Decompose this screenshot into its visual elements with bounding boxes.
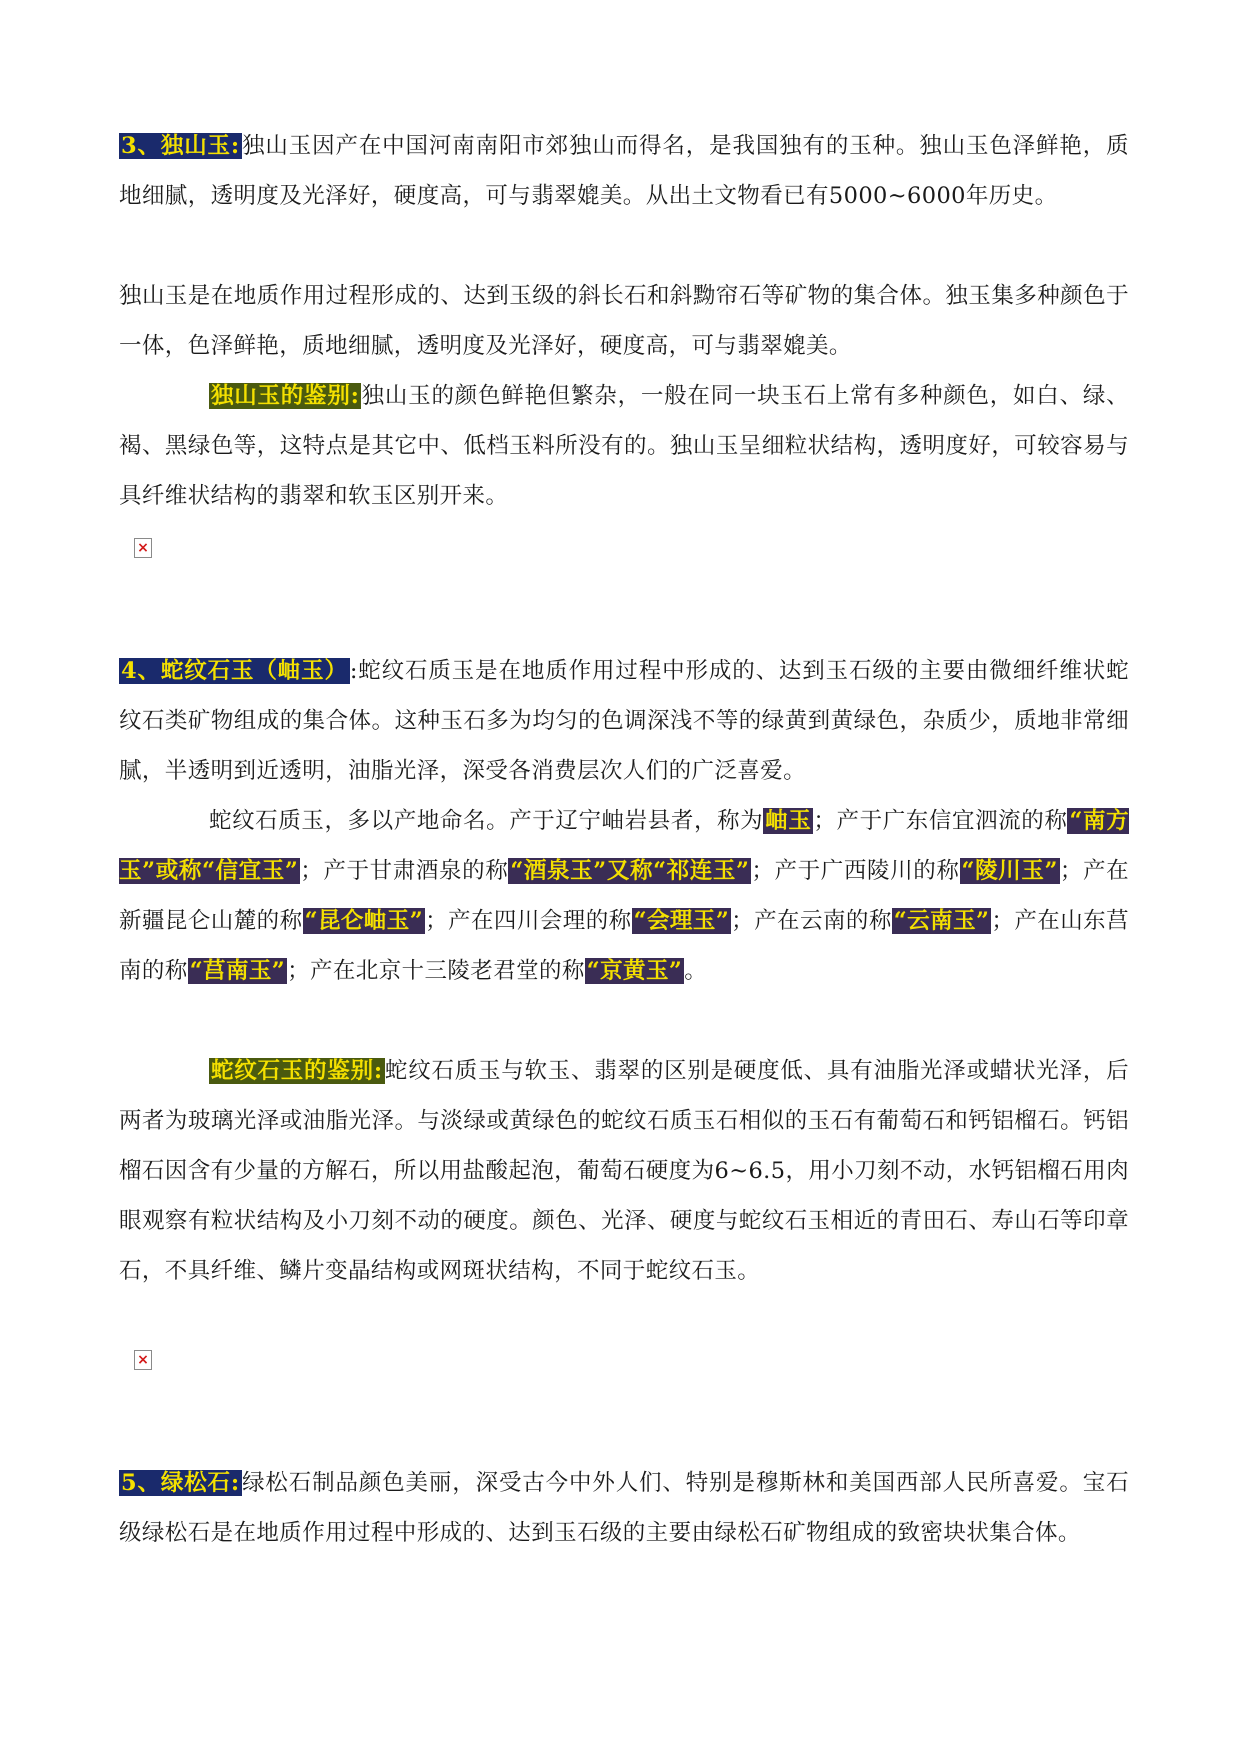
- jade-name-nanfang: “南方玉”或称“信宜玉”: [119, 808, 1129, 884]
- naming-text: ；产于广西陵川的称: [751, 858, 960, 884]
- section-3-heading: 3、独山玉:: [121, 133, 240, 159]
- broken-image-icon: ×: [134, 1350, 152, 1370]
- jade-name-kunlun: “昆仑岫玉”: [304, 908, 424, 934]
- section-3-intro-text: 独山玉因产在中国河南南阳市郊独山而得名，是我国独有的玉种。独山玉色泽鲜艳，质地细腻，透明度及光泽好，硬度高，可与翡翠媲美。从出土文物看已有5000~6000年历史。: [119, 133, 1129, 209]
- section-3-intro-paragraph: [119, 121, 1129, 221]
- jade-name-lingchuan: “陵川玉”: [961, 858, 1058, 884]
- jade-name-jinghuang: “京黄玉”: [586, 958, 683, 984]
- section-3-identify-label: 独山玉的鉴别:: [211, 383, 360, 409]
- section-4-intro-text: :蛇纹石质玉是在地质作用过程中形成的、达到玉石级的主要由微细纤维状蛇纹石类矿物组成的集合体。这种玉石多为均匀的色调深浅不等的绿黄到黄绿色，杂质少，质地非常细腻，半透明到近透明，油脂光泽，深受各消费层次人们的广泛喜爱。: [119, 658, 1129, 784]
- jade-name-yunnan: “云南玉”: [893, 908, 990, 934]
- naming-text: ；产在山东莒南的称: [119, 908, 1130, 984]
- section-3-identify-paragraph: [119, 371, 1129, 521]
- naming-text: ；产于甘肃酒泉的称: [300, 858, 509, 884]
- section-3-identify-text: 独山玉的颜色鲜艳但繁杂，一般在同一块玉石上常有多种颜色，如白、绿、褐、黑绿色等，这特点是其它中、低档玉料所没有的。独山玉呈细粒状结构，透明度好，可较容易与具纤维状结构的翡翠和软玉区别开来。: [119, 383, 1130, 509]
- naming-text: 。: [684, 958, 708, 984]
- broken-image-icon: ×: [134, 538, 152, 558]
- jade-name-jiuquan: “酒泉玉”又称“祁连玉”: [510, 858, 750, 884]
- section-5-intro-text: 绿松石制品颜色美丽，深受古今中外人们、特别是穆斯林和美国西部人民所喜爱。宝石级绿松石是在地质作用过程中形成的、达到玉石级的主要由绿松石矿物组成的致密块状集合体。: [119, 1470, 1129, 1546]
- section-5-intro-paragraph: [119, 1458, 1129, 1558]
- naming-text: ；产在云南的称: [731, 908, 892, 934]
- section-4-identify-label: 蛇纹石玉的鉴别:: [211, 1058, 383, 1084]
- section-4-naming-paragraph: [119, 796, 1129, 996]
- section-5-heading: 5、绿松石:: [121, 1470, 240, 1496]
- naming-text: ；产在四川会理的称: [425, 908, 632, 934]
- naming-text: ；产在新疆昆仑山麓的称: [119, 858, 1129, 934]
- jade-name-xiuyu: 岫玉: [765, 808, 812, 834]
- naming-text: 蛇纹石质玉，多以产地命名。产于辽宁岫岩县者，称为: [209, 808, 764, 834]
- section-4-intro-paragraph: [119, 646, 1129, 796]
- section-3-paragraph-2: 独山玉是在地质作用过程形成的、达到玉级的斜长石和斜黝帘石等矿物的集合体。独玉集多种颜色于一体，色泽鲜艳，质地细腻，透明度及光泽好，硬度高，可与翡翠媲美。: [119, 283, 1129, 359]
- section-4-heading: 4、蛇纹石玉（岫玉）: [121, 658, 348, 684]
- section-4-identify-text: 蛇纹石质玉与软玉、翡翠的区别是硬度低、具有油脂光泽或蜡状光泽，后两者为玻璃光泽或油脂光泽。与淡绿或黄绿色的蛇纹石质玉石相似的玉石有葡萄石和钙铝榴石。钙铝榴石因含有少量的方解石，所以用盐酸起泡，葡萄石硬度为6~6.5，用小刀刻不动，水钙铝榴石用肉眼观察有粒状结构及小刀刻不动的硬度。颜色、光泽、硬度与蛇纹石玉相近的青田石、寿山石等印章石，不具纤维、鳞片变晶结构或网斑状结构，不同于蛇纹石玉。: [119, 1058, 1129, 1284]
- naming-text: ；产在北京十三陵老君堂的称: [287, 958, 585, 984]
- naming-text: ；产于广东信宜泗流的称: [813, 808, 1068, 834]
- jade-name-junan: “莒南玉”: [189, 958, 286, 984]
- jade-name-huili: “会理玉”: [633, 908, 730, 934]
- section-4-identify-paragraph: [119, 1046, 1129, 1296]
